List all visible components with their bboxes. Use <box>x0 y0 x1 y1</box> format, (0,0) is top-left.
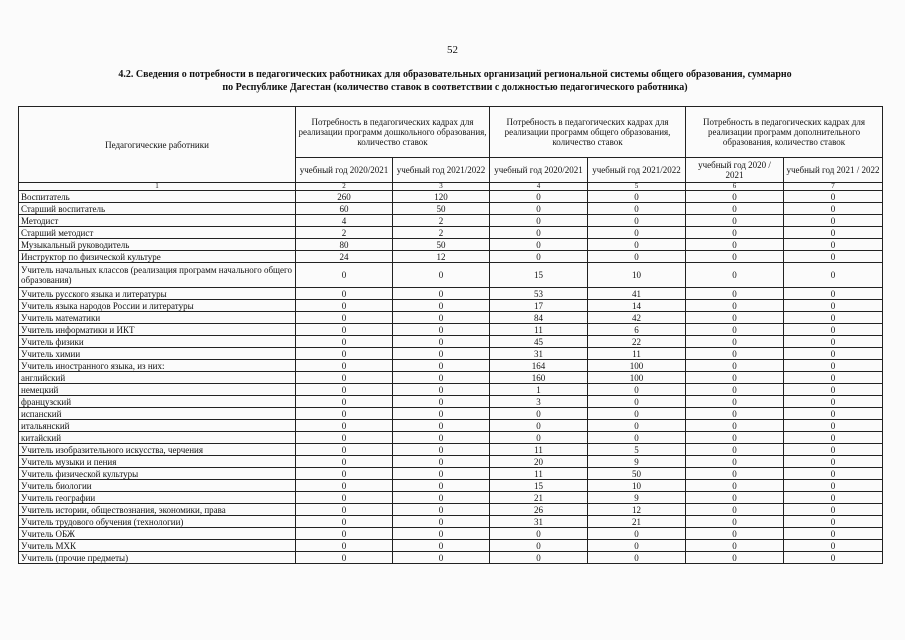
value-cell: 0 <box>393 540 490 552</box>
value-cell: 0 <box>686 288 784 300</box>
value-cell: 4 <box>296 215 393 227</box>
value-cell: 2 <box>296 227 393 239</box>
staffing-needs-table <box>18 106 883 564</box>
value-cell: 0 <box>296 348 393 360</box>
value-cell: 0 <box>784 492 883 504</box>
value-cell: 21 <box>588 516 686 528</box>
value-cell: 0 <box>490 408 588 420</box>
value-cell: 0 <box>393 360 490 372</box>
value-cell: 26 <box>490 504 588 516</box>
column-number: 4 <box>490 183 588 191</box>
value-cell: 0 <box>784 480 883 492</box>
value-cell: 14 <box>588 300 686 312</box>
subheader-year: учебный год 2021/2022 <box>588 158 686 183</box>
value-cell: 80 <box>296 239 393 251</box>
column-number: 1 <box>19 183 296 191</box>
table-row <box>19 300 883 312</box>
table-row <box>19 384 883 396</box>
value-cell: 0 <box>588 203 686 215</box>
value-cell: 0 <box>296 408 393 420</box>
value-cell: 0 <box>393 456 490 468</box>
value-cell: 50 <box>393 239 490 251</box>
table-row <box>19 408 883 420</box>
value-cell: 11 <box>490 444 588 456</box>
document-heading <box>40 68 870 94</box>
worker-category-cell: Учитель МХК <box>19 540 296 552</box>
value-cell: 0 <box>490 432 588 444</box>
subheader-year: учебный год 2020/2021 <box>490 158 588 183</box>
value-cell: 0 <box>490 239 588 251</box>
value-cell: 0 <box>490 552 588 564</box>
value-cell: 0 <box>296 263 393 288</box>
value-cell: 0 <box>784 263 883 288</box>
table-row <box>19 468 883 480</box>
table-row <box>19 372 883 384</box>
value-cell: 0 <box>393 444 490 456</box>
worker-category-cell: Учитель математики <box>19 312 296 324</box>
value-cell: 0 <box>588 227 686 239</box>
subheader-year: учебный год 2020/2021 <box>296 158 393 183</box>
worker-category-cell: немецкий <box>19 384 296 396</box>
value-cell: 0 <box>588 239 686 251</box>
heading-line-2: по Республике Дагестан (количество ставок в соответствии с должностью педагогического работника) <box>222 82 688 93</box>
value-cell: 0 <box>686 215 784 227</box>
group-header-general: Потребность в педагогических кадрах для реализации программ общего образования, количество ставок <box>490 107 686 158</box>
worker-category-cell: Воспитатель <box>19 191 296 203</box>
value-cell: 0 <box>296 300 393 312</box>
worker-category-cell: Учитель языка народов России и литературы <box>19 300 296 312</box>
value-cell: 0 <box>296 336 393 348</box>
value-cell: 0 <box>686 444 784 456</box>
worker-category-cell: Учитель русского языка и литературы <box>19 288 296 300</box>
table-row <box>19 456 883 468</box>
table-row <box>19 360 883 372</box>
table-row <box>19 516 883 528</box>
column-header-workers: Педагогические работники <box>19 107 296 183</box>
value-cell: 0 <box>686 516 784 528</box>
value-cell: 0 <box>588 408 686 420</box>
value-cell: 0 <box>490 227 588 239</box>
value-cell: 0 <box>784 468 883 480</box>
worker-category-cell: Учитель истории, обществознания, экономики, права <box>19 504 296 516</box>
value-cell: 53 <box>490 288 588 300</box>
value-cell: 0 <box>686 540 784 552</box>
column-number: 5 <box>588 183 686 191</box>
value-cell: 0 <box>686 468 784 480</box>
value-cell: 0 <box>393 528 490 540</box>
table-row <box>19 239 883 251</box>
value-cell: 0 <box>588 420 686 432</box>
value-cell: 0 <box>296 540 393 552</box>
worker-category-cell: Учитель химии <box>19 348 296 360</box>
value-cell: 0 <box>393 336 490 348</box>
value-cell: 164 <box>490 360 588 372</box>
worker-category-cell: Учитель музыки и пения <box>19 456 296 468</box>
value-cell: 100 <box>588 360 686 372</box>
value-cell: 0 <box>588 215 686 227</box>
value-cell: 0 <box>296 456 393 468</box>
value-cell: 0 <box>393 384 490 396</box>
value-cell: 0 <box>784 336 883 348</box>
worker-category-cell: Старший воспитатель <box>19 203 296 215</box>
worker-category-cell: французский <box>19 396 296 408</box>
value-cell: 0 <box>588 552 686 564</box>
value-cell: 0 <box>490 528 588 540</box>
value-cell: 11 <box>588 348 686 360</box>
value-cell: 0 <box>686 372 784 384</box>
value-cell: 0 <box>296 372 393 384</box>
value-cell: 0 <box>686 504 784 516</box>
worker-category-cell: Учитель физики <box>19 336 296 348</box>
value-cell: 0 <box>686 251 784 263</box>
value-cell: 0 <box>393 300 490 312</box>
value-cell: 31 <box>490 516 588 528</box>
value-cell: 0 <box>686 552 784 564</box>
table-row <box>19 492 883 504</box>
worker-category-cell: Учитель биологии <box>19 480 296 492</box>
value-cell: 0 <box>784 504 883 516</box>
value-cell: 0 <box>686 360 784 372</box>
value-cell: 0 <box>296 420 393 432</box>
value-cell: 0 <box>296 528 393 540</box>
value-cell: 0 <box>588 540 686 552</box>
worker-category-cell: итальянский <box>19 420 296 432</box>
value-cell: 0 <box>784 432 883 444</box>
value-cell: 0 <box>393 552 490 564</box>
value-cell: 0 <box>686 456 784 468</box>
value-cell: 0 <box>393 468 490 480</box>
value-cell: 0 <box>784 528 883 540</box>
value-cell: 10 <box>588 480 686 492</box>
value-cell: 0 <box>784 384 883 396</box>
value-cell: 0 <box>686 263 784 288</box>
value-cell: 0 <box>784 348 883 360</box>
value-cell: 10 <box>588 263 686 288</box>
value-cell: 22 <box>588 336 686 348</box>
group-header-additional: Потребность в педагогических кадрах для реализации программ дополнительного образования, количество ставок <box>686 107 883 158</box>
value-cell: 60 <box>296 203 393 215</box>
table-row <box>19 348 883 360</box>
table-row <box>19 528 883 540</box>
value-cell: 0 <box>296 516 393 528</box>
value-cell: 0 <box>296 480 393 492</box>
value-cell: 0 <box>393 420 490 432</box>
value-cell: 0 <box>296 324 393 336</box>
value-cell: 0 <box>784 408 883 420</box>
table-row <box>19 215 883 227</box>
value-cell: 2 <box>393 215 490 227</box>
value-cell: 0 <box>686 480 784 492</box>
worker-category-cell: Старший методист <box>19 227 296 239</box>
table-row <box>19 263 883 288</box>
value-cell: 5 <box>588 444 686 456</box>
column-number: 6 <box>686 183 784 191</box>
value-cell: 0 <box>686 300 784 312</box>
value-cell: 0 <box>296 468 393 480</box>
value-cell: 31 <box>490 348 588 360</box>
value-cell: 0 <box>588 384 686 396</box>
value-cell: 0 <box>393 396 490 408</box>
value-cell: 0 <box>784 552 883 564</box>
table-body <box>19 191 883 564</box>
worker-category-cell: Методист <box>19 215 296 227</box>
value-cell: 0 <box>686 396 784 408</box>
value-cell: 0 <box>784 191 883 203</box>
value-cell: 0 <box>296 432 393 444</box>
worker-category-cell: Инструктор по физической культуре <box>19 251 296 263</box>
value-cell: 41 <box>588 288 686 300</box>
worker-category-cell: Учитель начальных классов (реализация программ начального общего образования) <box>19 263 296 288</box>
table-row <box>19 251 883 263</box>
table-row <box>19 312 883 324</box>
value-cell: 260 <box>296 191 393 203</box>
value-cell: 0 <box>784 215 883 227</box>
value-cell: 120 <box>393 191 490 203</box>
value-cell: 0 <box>393 492 490 504</box>
value-cell: 0 <box>784 516 883 528</box>
value-cell: 0 <box>784 420 883 432</box>
table-row <box>19 552 883 564</box>
value-cell: 2 <box>393 227 490 239</box>
value-cell: 0 <box>296 552 393 564</box>
value-cell: 0 <box>296 492 393 504</box>
value-cell: 0 <box>686 432 784 444</box>
value-cell: 0 <box>393 408 490 420</box>
table-row <box>19 432 883 444</box>
value-cell: 0 <box>296 360 393 372</box>
value-cell: 0 <box>490 540 588 552</box>
value-cell: 100 <box>588 372 686 384</box>
value-cell: 0 <box>784 312 883 324</box>
value-cell: 0 <box>784 444 883 456</box>
value-cell: 0 <box>490 203 588 215</box>
value-cell: 160 <box>490 372 588 384</box>
worker-category-cell: английский <box>19 372 296 384</box>
value-cell: 12 <box>588 504 686 516</box>
table-row <box>19 203 883 215</box>
worker-category-cell: китайский <box>19 432 296 444</box>
subheader-year: учебный год 2021 / 2022 <box>784 158 883 183</box>
table-row <box>19 396 883 408</box>
value-cell: 0 <box>784 288 883 300</box>
value-cell: 0 <box>296 396 393 408</box>
value-cell: 9 <box>588 456 686 468</box>
value-cell: 0 <box>393 504 490 516</box>
worker-category-cell: Музыкальный руководитель <box>19 239 296 251</box>
value-cell: 45 <box>490 336 588 348</box>
value-cell: 0 <box>784 324 883 336</box>
worker-category-cell: Учитель информатики и ИКТ <box>19 324 296 336</box>
column-number: 7 <box>784 183 883 191</box>
value-cell: 0 <box>393 324 490 336</box>
value-cell: 9 <box>588 492 686 504</box>
value-cell: 0 <box>588 396 686 408</box>
value-cell: 0 <box>686 528 784 540</box>
column-number: 2 <box>296 183 393 191</box>
value-cell: 0 <box>784 251 883 263</box>
value-cell: 6 <box>588 324 686 336</box>
table-row <box>19 444 883 456</box>
value-cell: 0 <box>296 288 393 300</box>
worker-category-cell: Учитель иностранного языка, из них: <box>19 360 296 372</box>
value-cell: 15 <box>490 263 588 288</box>
table-row <box>19 504 883 516</box>
value-cell: 3 <box>490 396 588 408</box>
table-row <box>19 540 883 552</box>
value-cell: 24 <box>296 251 393 263</box>
value-cell: 11 <box>490 468 588 480</box>
value-cell: 50 <box>393 203 490 215</box>
value-cell: 0 <box>784 456 883 468</box>
value-cell: 0 <box>393 432 490 444</box>
value-cell: 0 <box>588 251 686 263</box>
value-cell: 0 <box>296 384 393 396</box>
worker-category-cell: Учитель трудового обучения (технологии) <box>19 516 296 528</box>
value-cell: 0 <box>686 420 784 432</box>
value-cell: 0 <box>686 384 784 396</box>
table-row <box>19 324 883 336</box>
column-number-row <box>19 183 883 191</box>
value-cell: 0 <box>784 203 883 215</box>
value-cell: 0 <box>686 227 784 239</box>
value-cell: 21 <box>490 492 588 504</box>
value-cell: 0 <box>686 312 784 324</box>
column-number: 3 <box>393 183 490 191</box>
value-cell: 84 <box>490 312 588 324</box>
value-cell: 0 <box>393 312 490 324</box>
value-cell: 0 <box>686 191 784 203</box>
value-cell: 20 <box>490 456 588 468</box>
value-cell: 0 <box>784 300 883 312</box>
value-cell: 0 <box>393 480 490 492</box>
worker-category-cell: Учитель географии <box>19 492 296 504</box>
value-cell: 0 <box>686 348 784 360</box>
value-cell: 0 <box>296 444 393 456</box>
worker-category-cell: Учитель физической культуры <box>19 468 296 480</box>
value-cell: 0 <box>784 239 883 251</box>
value-cell: 0 <box>490 191 588 203</box>
worker-category-cell: Учитель ОБЖ <box>19 528 296 540</box>
value-cell: 11 <box>490 324 588 336</box>
table-row <box>19 336 883 348</box>
value-cell: 0 <box>393 263 490 288</box>
value-cell: 0 <box>490 215 588 227</box>
table-row <box>19 288 883 300</box>
table-row <box>19 227 883 239</box>
subheader-year: учебный год 2020 / 2021 <box>686 158 784 183</box>
value-cell: 42 <box>588 312 686 324</box>
table-row <box>19 420 883 432</box>
value-cell: 0 <box>784 372 883 384</box>
value-cell: 0 <box>686 324 784 336</box>
value-cell: 0 <box>784 396 883 408</box>
page-number: 52 <box>447 44 458 56</box>
heading-line-1: 4.2. Сведения о потребности в педагогических работниках для образовательных организаций региональной системы общего образования, суммарно <box>118 69 792 80</box>
value-cell: 0 <box>686 336 784 348</box>
value-cell: 0 <box>490 251 588 263</box>
value-cell: 0 <box>784 227 883 239</box>
worker-category-cell: Учитель (прочие предметы) <box>19 552 296 564</box>
value-cell: 12 <box>393 251 490 263</box>
value-cell: 0 <box>296 504 393 516</box>
value-cell: 0 <box>490 420 588 432</box>
value-cell: 0 <box>784 540 883 552</box>
group-header-preschool: Потребность в педагогических кадрах для реализации программ дошкольного образования, количество ставок <box>296 107 490 158</box>
value-cell: 0 <box>393 372 490 384</box>
worker-category-cell: Учитель изобразительного искусства, черчения <box>19 444 296 456</box>
value-cell: 0 <box>686 203 784 215</box>
value-cell: 50 <box>588 468 686 480</box>
table-row <box>19 480 883 492</box>
value-cell: 0 <box>393 348 490 360</box>
subheader-year: учебный год 2021/2022 <box>393 158 490 183</box>
value-cell: 0 <box>393 288 490 300</box>
table-header <box>19 107 883 191</box>
value-cell: 0 <box>686 492 784 504</box>
value-cell: 0 <box>588 528 686 540</box>
value-cell: 0 <box>588 432 686 444</box>
value-cell: 0 <box>588 191 686 203</box>
value-cell: 0 <box>296 312 393 324</box>
value-cell: 0 <box>686 408 784 420</box>
value-cell: 0 <box>784 360 883 372</box>
table-row <box>19 191 883 203</box>
value-cell: 0 <box>686 239 784 251</box>
value-cell: 15 <box>490 480 588 492</box>
worker-category-cell: испанский <box>19 408 296 420</box>
value-cell: 0 <box>393 516 490 528</box>
value-cell: 1 <box>490 384 588 396</box>
value-cell: 17 <box>490 300 588 312</box>
